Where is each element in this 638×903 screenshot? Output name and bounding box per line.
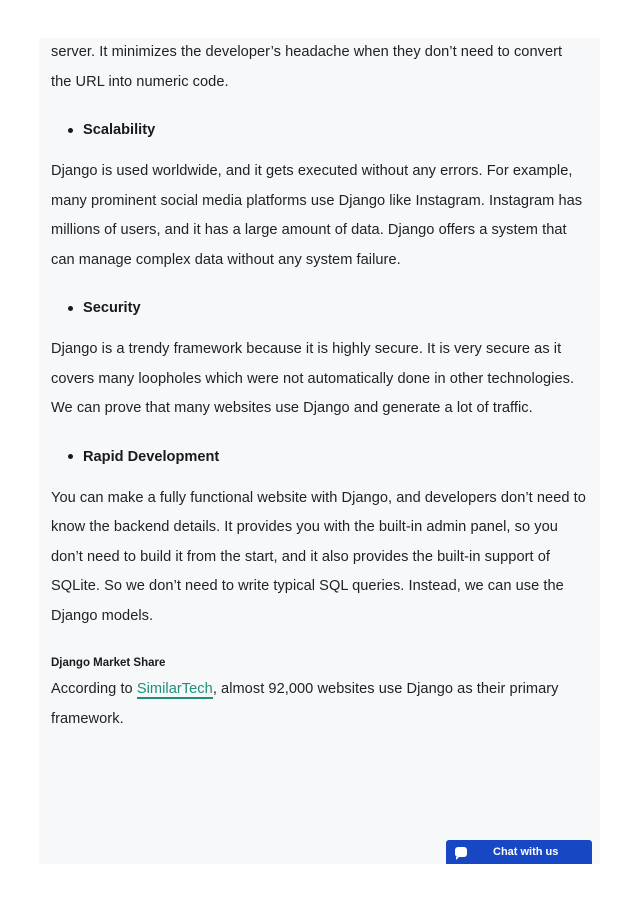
bullet-icon	[68, 128, 73, 133]
market-share-text-after: , almost 92,000 websites use Django as their primary framework.	[51, 681, 559, 727]
chat-button-label: Chat with us	[493, 846, 559, 858]
article-content	[51, 38, 596, 734]
heading-scalability-label: Scalability	[83, 122, 156, 138]
heading-scalability	[51, 115, 596, 145]
market-share-paragraph	[51, 675, 581, 734]
similartech-link[interactable]: SimilarTech	[136, 681, 213, 697]
bullet-icon	[68, 454, 73, 459]
scalability-paragraph: Django is used worldwide, and it gets executed without any errors. For example, many prominent social media platforms use Django like Instagram. Instagram has millions of users, and it has a large amount of data. Django offers a system that can manage complex data without any system failure.	[51, 163, 583, 268]
chat-bubble-icon	[455, 847, 467, 857]
security-paragraph: Django is a trendy framework because it is highly secure. It is very secure as it covers many loopholes which were not automatically done in other technologies. We can prove that many websites use Django and generate a lot of traffic.	[51, 341, 575, 416]
rapid-development-paragraph: You can make a fully functional website with Django, and developers don’t need to know the backend details. It provides you with the built-in admin panel, so you don’t need to build it from the start, and it also provides the built-in support of SQLite. So we don’t need to write typical SQL queries. Instead, we can use the Django models.	[51, 489, 586, 624]
market-share-text-before: According to	[51, 681, 137, 697]
heading-security-label: Security	[83, 300, 141, 316]
chat-button[interactable]	[446, 840, 592, 864]
bullet-icon	[68, 306, 73, 311]
heading-security	[51, 293, 596, 323]
heading-rapid-development-label: Rapid Development	[83, 448, 220, 465]
heading-rapid-development	[51, 442, 596, 472]
market-share-title: Django Market Share	[51, 657, 166, 669]
intro-paragraph: server. It minimizes the developer’s headache when they don’t need to convert the URL into numeric code.	[51, 44, 563, 90]
